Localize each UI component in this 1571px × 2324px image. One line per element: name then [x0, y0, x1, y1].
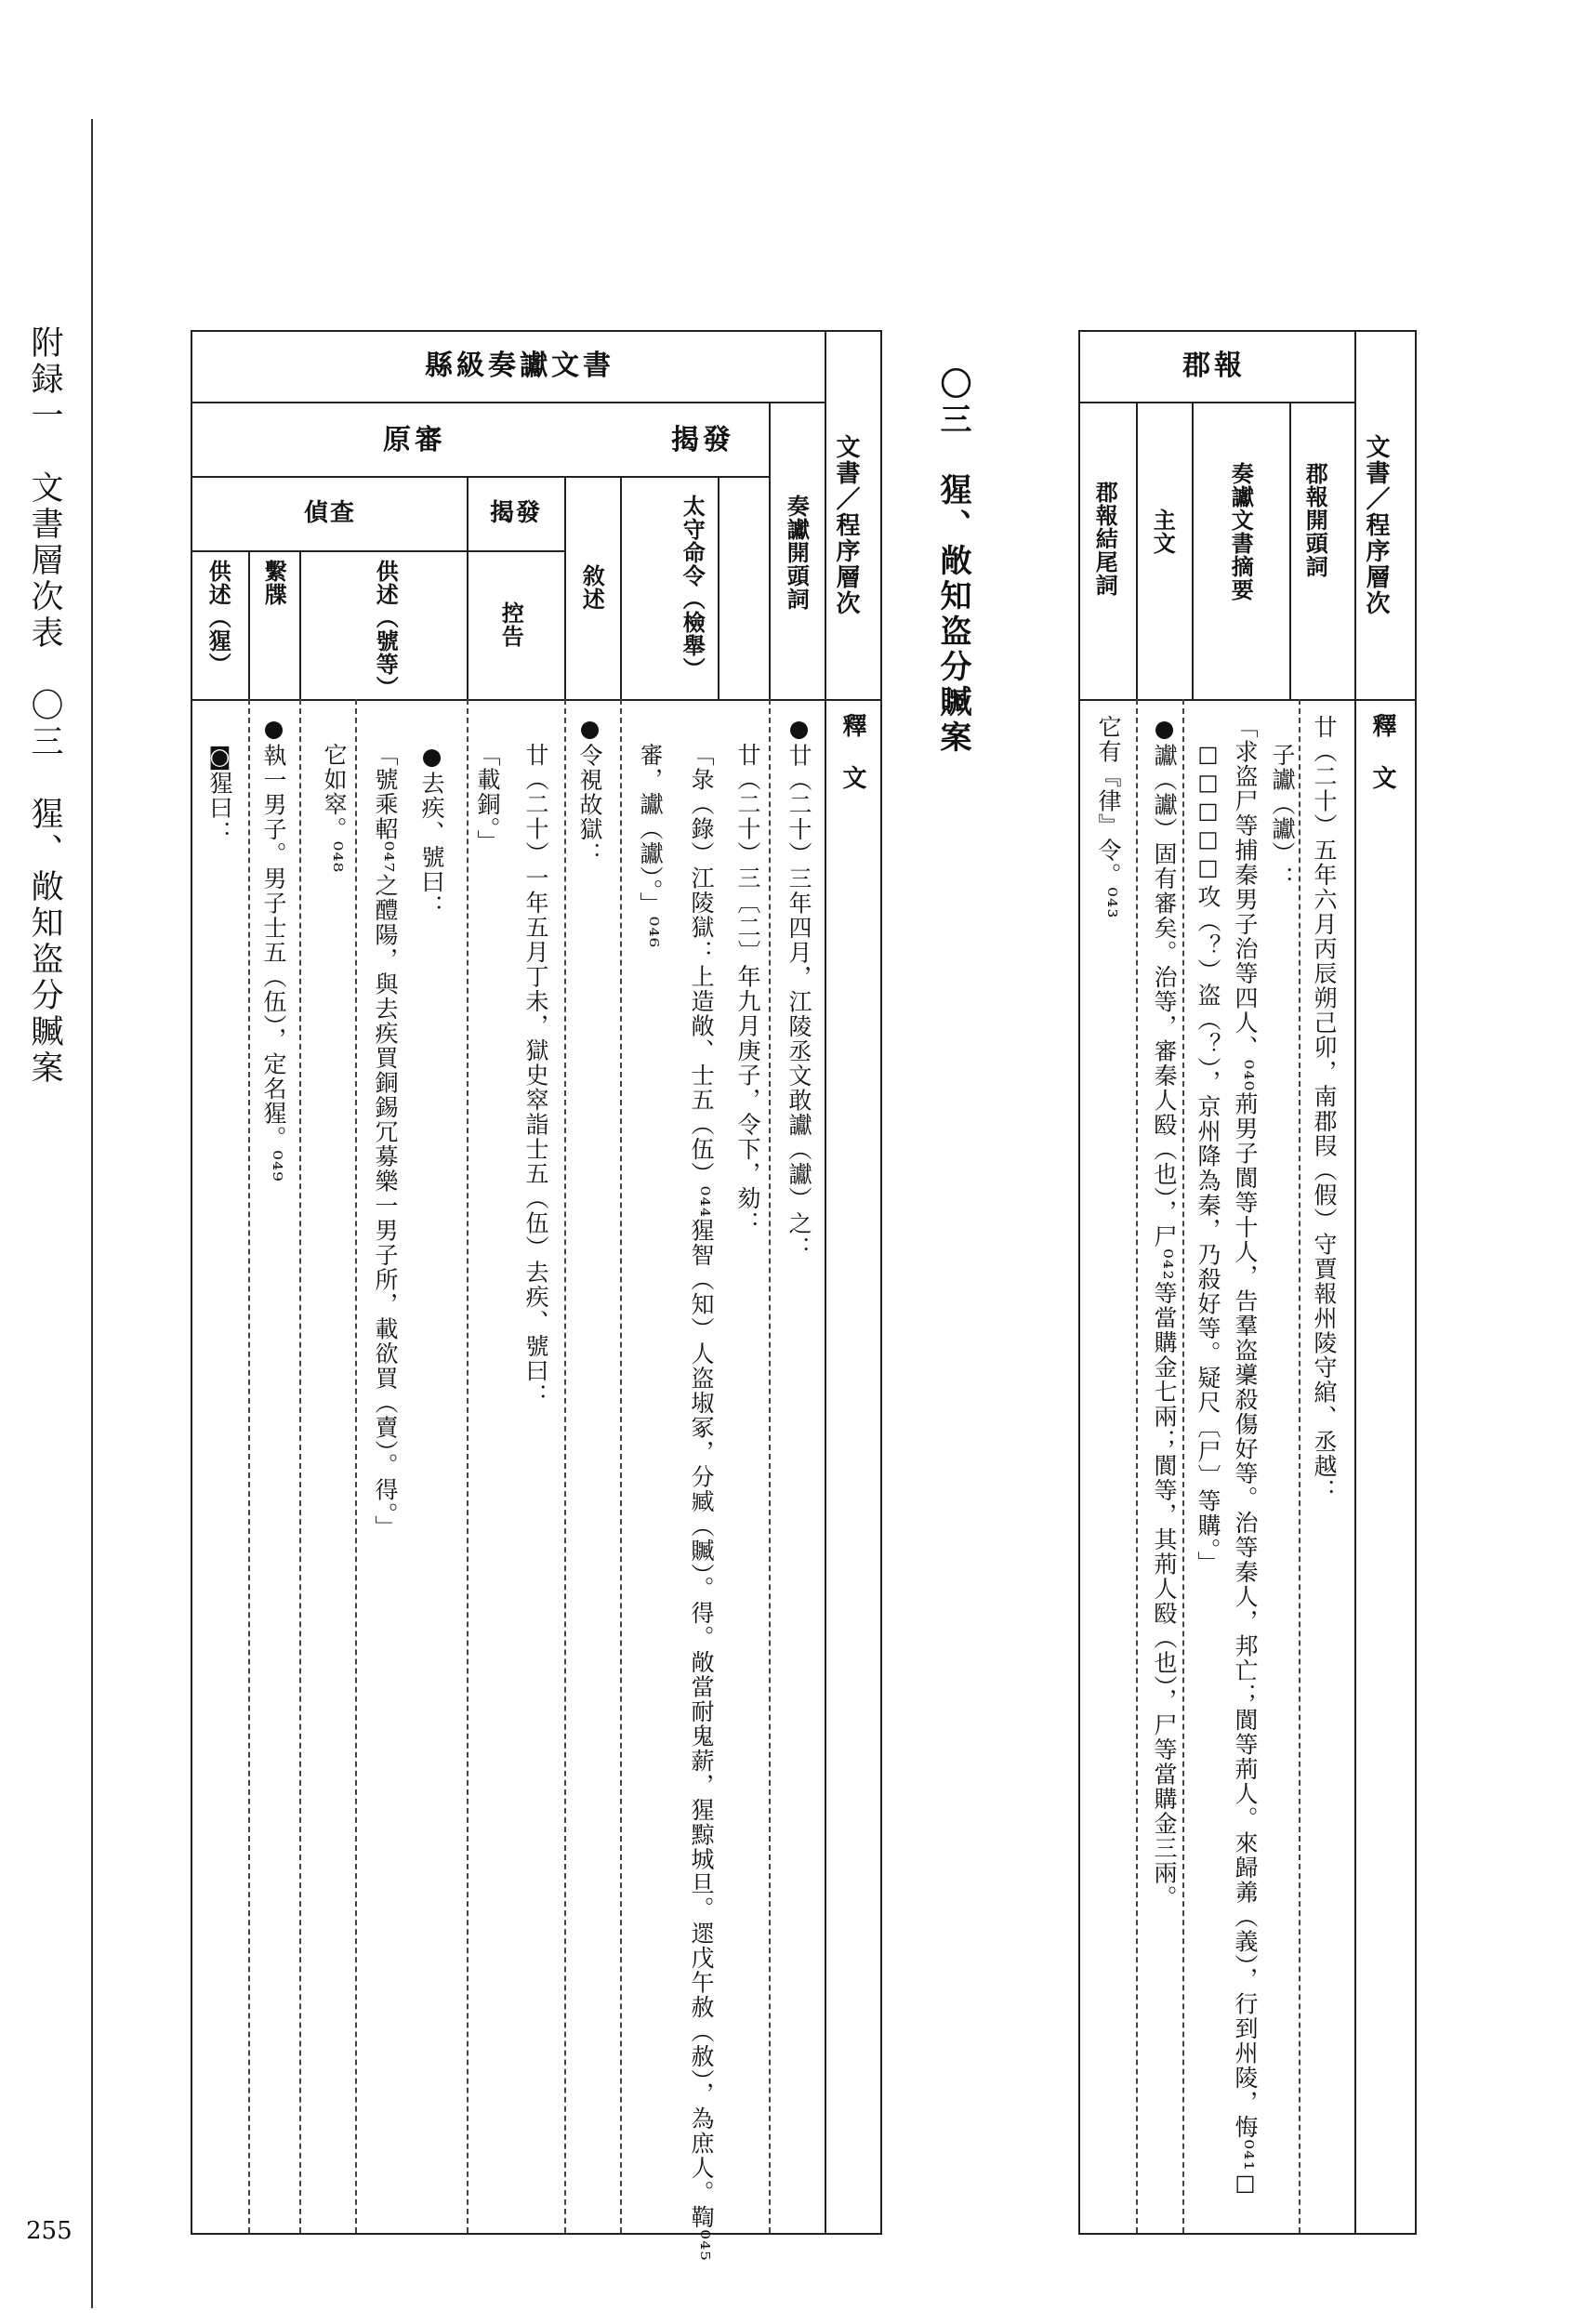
row-label: 控告: [497, 601, 525, 648]
row-label: 敘述: [578, 564, 606, 611]
text-line: ●廿（二十）三年四月，江陵丞文敢讞（讞）之：: [786, 715, 812, 1261]
group-rule: [1080, 402, 1354, 403]
col-header: 文書／程序層次: [1362, 434, 1390, 616]
row-label: 郡報結尾詞: [1091, 481, 1119, 597]
row-label: 主文: [1149, 508, 1177, 555]
text-line: ●令視故獄：: [576, 715, 603, 866]
sub-reveal: 揭發: [490, 499, 543, 527]
header-rule: [192, 699, 880, 701]
text-line: 「彔（錄）江陵獄：上造敞、士五（伍）⁰⁴⁴猩智（知）人盗埱冢，分臧（贓）。得。敞當耐鬼薪，猩黥城旦。遝戊午赦（赦），為庶人。鞫⁰⁴⁵: [688, 743, 715, 2263]
text-line: ●去疾、號曰：: [418, 743, 445, 919]
col-rule: [825, 332, 826, 2233]
text-line: ☐☐☐☐☐攻（？）盗（？），京州降為秦，乃殺好等。疑尺〔尸〕等購。」: [1195, 743, 1221, 1576]
page-number: 255: [26, 2217, 73, 2245]
row-label: 郡報開頭詞: [1301, 462, 1329, 578]
table-gunbao: [1078, 330, 1417, 2235]
col-rule: [1354, 332, 1356, 2233]
text-line: 它有『律』令。⁰⁴³: [1095, 715, 1122, 920]
text-line: 審，讞（讞）。」⁰⁴⁶: [637, 743, 664, 949]
release-header: 釋 文: [838, 713, 866, 791]
text-line: ◙猩曰：: [206, 743, 233, 845]
text-line: 「求盗尸等捕秦男子治等四人、⁰⁴⁰荊男子閬等十人，告羣盗䆃殺傷好等。治等秦人，邦亡；閬等荊人。來歸羛（義），行到州陵，悔⁰⁴¹☐: [1232, 715, 1259, 2200]
text-line: 廿（二十）五年六月丙辰朔己卯，南郡叚（假）守賈報州陵守綰、丞越：: [1311, 715, 1338, 1503]
row-label: 繫牒: [260, 560, 288, 606]
col-header: 文書／程序層次: [832, 434, 860, 616]
section-title: 〇三 猩、敞知盗分贓案: [934, 367, 971, 756]
text-line: ●讞（讞）固有審矣。治等，審秦人殹（也），尸⁰⁴²等當購金七兩；閬等，其荊人殹（也），尸等當購金三兩。: [1151, 715, 1178, 1910]
row-label: 供述（猩）: [205, 560, 232, 676]
running-head: 附録一 文書層次表 〇三 猩、敞知盗分贓案: [26, 325, 63, 1087]
text-line: 「載銅。」: [474, 743, 501, 854]
text-line: 「號乘軺⁰⁴⁷之醴陽，與去疾買銅錫冗募樂一男子所，載欲買（賣）。得。」: [372, 743, 399, 1540]
row-label: 供述（號等）: [372, 560, 400, 699]
sub-investigate: 偵查: [304, 499, 357, 527]
running-head-rule: [91, 119, 93, 2308]
release-header: 釋 文: [1368, 713, 1396, 791]
group-top: 縣級奏讞文書: [425, 350, 614, 382]
header-rule: [1080, 699, 1415, 701]
table-xian: [191, 330, 882, 2263]
text-line: 子讞（讞）：: [1269, 743, 1296, 891]
group-original: 原審: [383, 424, 446, 456]
row-label: 奏讞文書摘要: [1227, 462, 1255, 601]
row-label: 奏讞開頭詞: [783, 495, 811, 611]
text-line: ●執一男子。男子士五（伍），定名猩。⁰⁴⁹: [260, 715, 287, 1183]
text-line: 廿（二十）三〔二〕年九月庚子，令下，劾：: [734, 743, 761, 1235]
text-line: 它如窣。⁰⁴⁸: [321, 743, 348, 874]
group-top: 郡報: [1182, 350, 1246, 382]
group-reveal: 揭發: [671, 424, 734, 456]
row-label: 太守命令（檢舉）: [679, 495, 706, 680]
text-line: 廿（二十）一年五月丁未，獄史窣詣士五（伍）去疾、號曰：: [522, 743, 549, 1408]
